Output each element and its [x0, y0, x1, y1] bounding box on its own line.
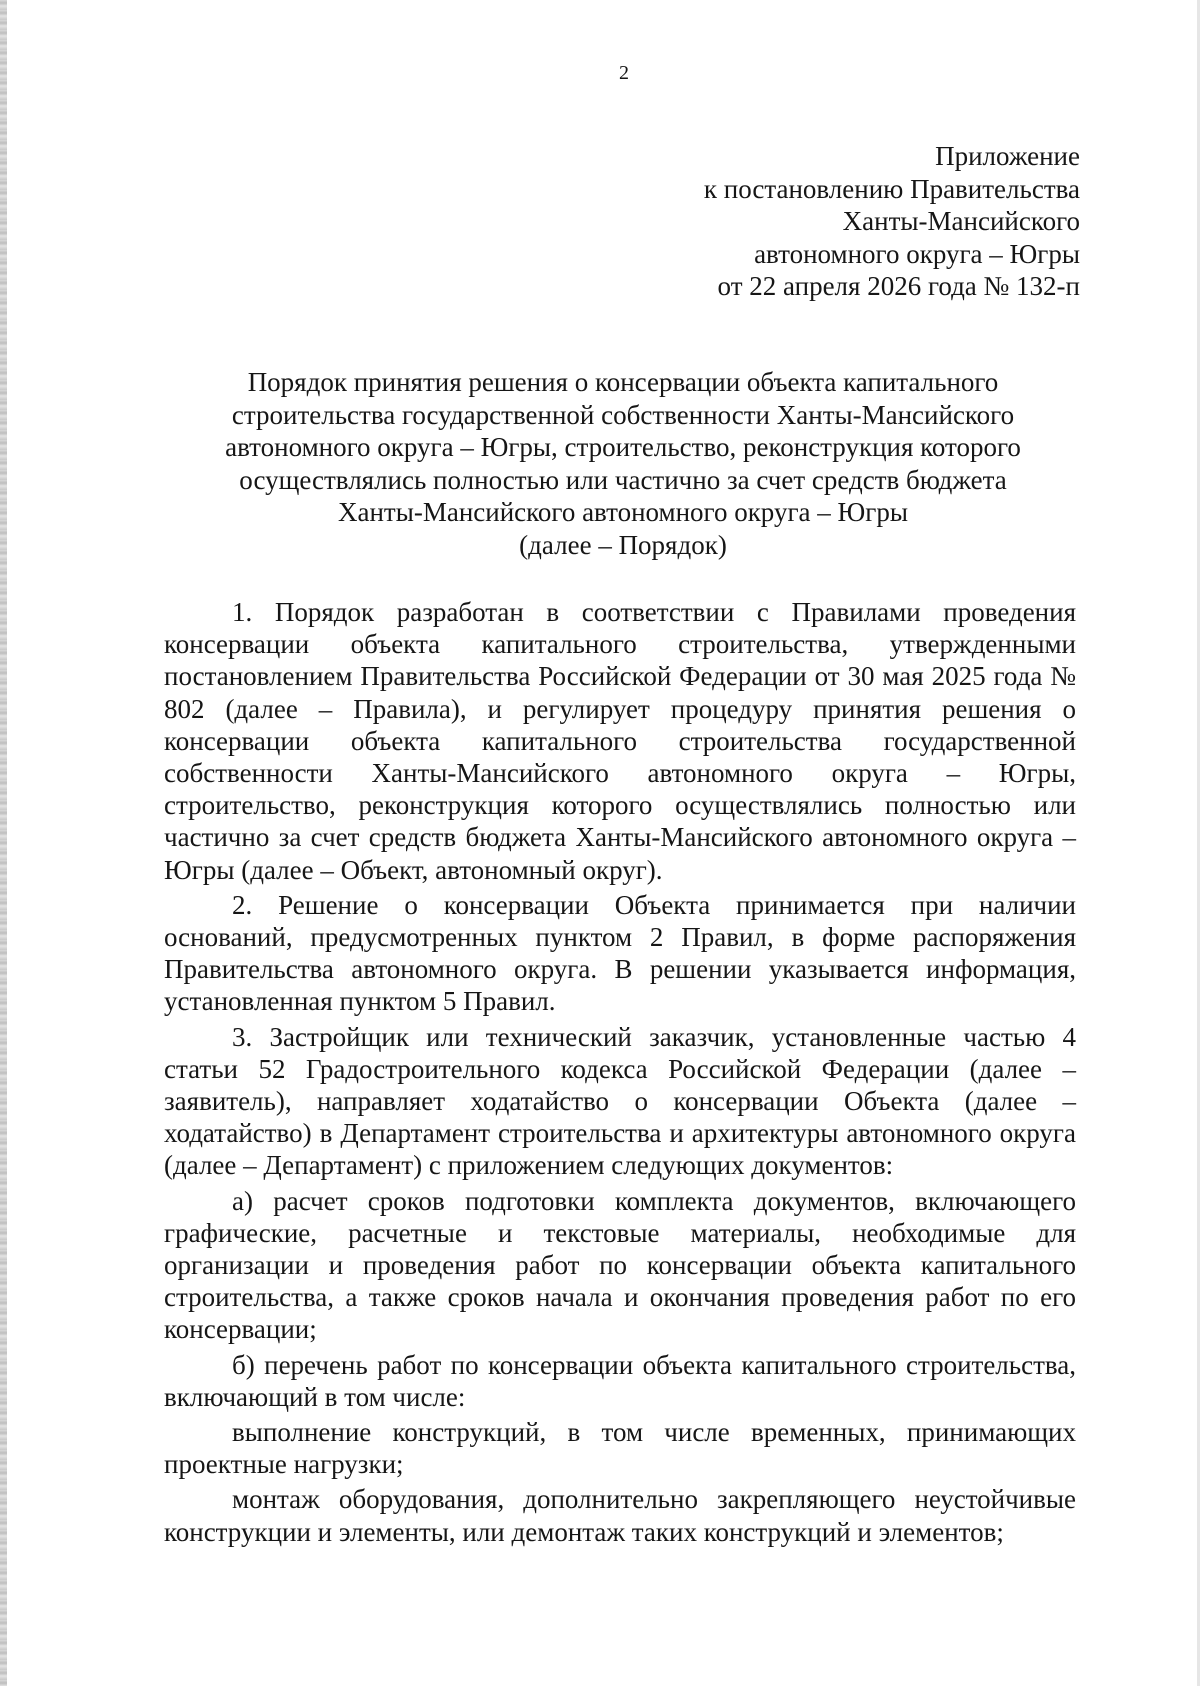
appendix-block — [704, 140, 1080, 303]
appendix-line: Приложение — [935, 141, 1080, 171]
document-title — [150, 366, 1096, 561]
title-line: (далее – Порядок) — [519, 529, 727, 560]
document-body — [164, 596, 1076, 1548]
title-line: Ханты-Мансийского автономного округа – Югры — [338, 497, 908, 527]
paragraph-3: 3. Застройщик или технический заказчик, установленные частью 4 статьи 52 Градостроительного кодекса Российской Федерации (далее – заявитель), направляет ходатайство о консервации Объекта (далее – ходатайство) в Департамент строительства и архитектуры автономного округа (далее – Департамент) с приложением следующих документов: — [164, 1021, 1076, 1181]
appendix-date-line: от 22 апреля 2026 года № 132-п — [717, 271, 1080, 301]
appendix-line: автономного округа – Югры — [754, 238, 1080, 269]
subitem-b-entry: выполнение конструкций, в том числе временных, принимающих проектные нагрузки; — [164, 1417, 1076, 1480]
subitem-b: б) перечень работ по консервации объекта капитального строительства, включающий в том числе: — [164, 1349, 1076, 1412]
scan-edge-left — [0, 0, 7, 1686]
title-line: автономного округа – Югры, строительство, реконструкция которого — [225, 432, 1021, 462]
title-line: строительства государственной собственности Ханты-Мансийского — [231, 399, 1015, 430]
subitem-a: а) расчет сроков подготовки комплекта документов, включающего графические, расчетные и текстовые материалы, необходимые для организации и проведения работ по консервации объекта капитального строительства, а также сроков начала и окончания проведения работ по его консервации; — [164, 1185, 1076, 1345]
title-line: Порядок принятия решения о консервации объекта капитального — [247, 367, 999, 397]
paragraph-1: 1. Порядок разработан в соответствии с Правилами проведения консервации объекта капитального строительства, утвержденными постановлением Правительства Российской Федерации от 30 мая 2025 года № 802 (далее – Правила), и регулирует процедуру принятия решения о консервации объекта капитального строительства государственной собственности Ханты-Мансийского автономного округа – Югры, строительство, реконструкция которого осуществлялись полностью или частично за счет средств бюджета Ханты-Мансийского автономного округа – Югры (далее – Объект, автономный округ). — [164, 597, 1076, 885]
subitem-b-entry: монтаж оборудования, дополнительно закрепляющего неустойчивые конструкции и элементы, или демонтаж таких конструкций и элементов; — [164, 1484, 1076, 1547]
appendix-line: к постановлению Правительства — [703, 173, 1080, 204]
page-number: 2 — [619, 62, 629, 84]
title-line: осуществлялись полностью или частично за счет средств бюджета — [239, 464, 1007, 495]
paragraph-2: 2. Решение о консервации Объекта принимается при наличии оснований, предусмотренных пунктом 2 Правил, в форме распоряжения Правительства автономного округа. В решении указывается информация, установленная пунктом 5 Правил. — [164, 889, 1076, 1017]
appendix-line: Ханты-Мансийского — [842, 206, 1080, 236]
